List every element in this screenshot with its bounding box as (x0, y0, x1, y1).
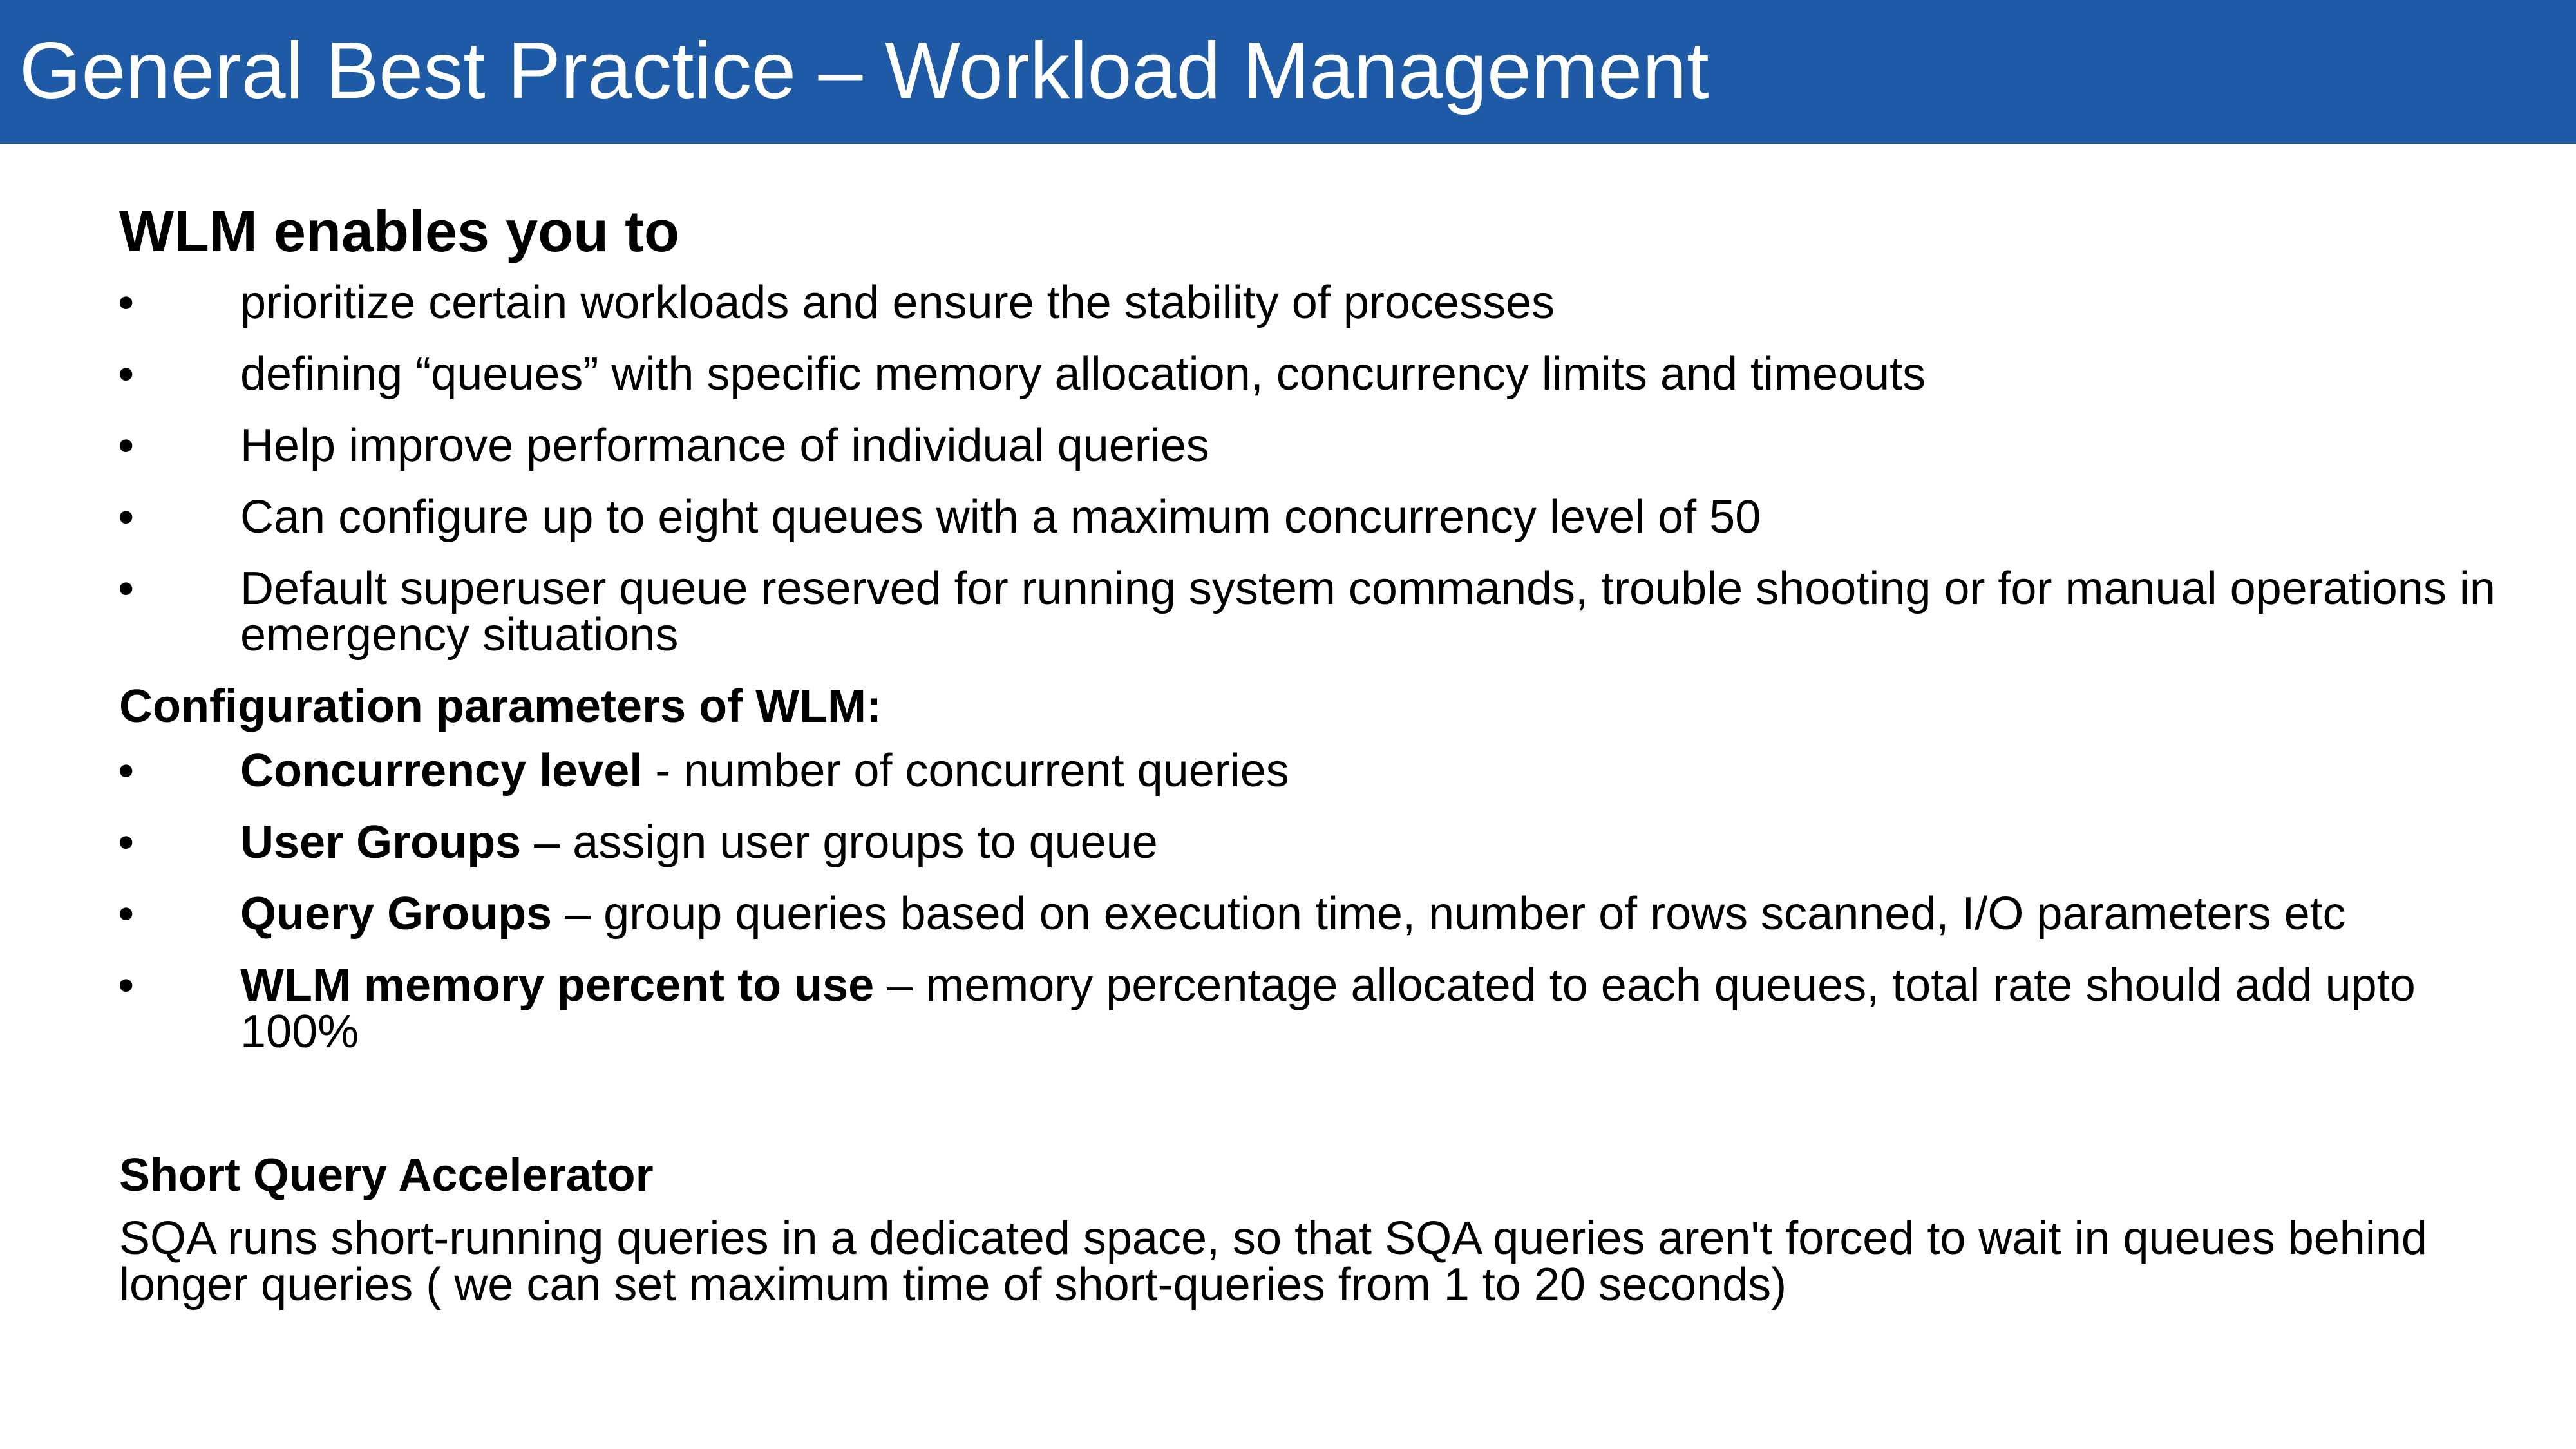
sqa-description: SQA runs short-running queries in a dedicated space, so that SQA queries aren't forced to wait in queues behind longer queries ( we can set maximum time of short-queries from 1 to 20 seconds) (119, 1213, 2427, 1311)
list-item (119, 739, 2502, 810)
list-item-text: Default superuser queue reserved for running system commands, trouble shooting or for manual operations in emergency situations (240, 563, 2496, 661)
bullet-icon: • (118, 420, 135, 471)
param-description: – assign user groups to queue (521, 817, 1158, 868)
slide-title: General Best Practice – Workload Management (19, 26, 1709, 115)
title-bar (0, 0, 2576, 144)
param-term: WLM memory percent to use (240, 960, 875, 1011)
list-item-text (240, 888, 2346, 940)
list-item-text: prioritize certain workloads and ensure the stability of processes (240, 277, 1555, 328)
list-item (119, 556, 2502, 674)
list-item-text (240, 817, 1158, 868)
list-item-text: defining “queues” with specific memory allocation, concurrency limits and timeouts (240, 348, 1926, 400)
wlm-enables-list (119, 270, 2502, 674)
slide-content (118, 193, 2502, 1311)
bullet-icon: • (118, 960, 135, 1011)
bullet-icon: • (118, 491, 135, 543)
list-item (119, 485, 2502, 556)
list-item (119, 810, 2502, 882)
bullet-icon: • (118, 277, 135, 328)
config-params-list (119, 739, 2502, 1071)
list-item-text (240, 745, 1289, 797)
list-item (119, 882, 2502, 953)
param-term: Query Groups (240, 888, 553, 940)
bullet-icon: • (118, 745, 135, 797)
list-item (119, 953, 2502, 1071)
bullet-icon: • (118, 563, 135, 614)
list-item (119, 270, 2502, 342)
list-item (119, 413, 2502, 485)
section-spacer (119, 1071, 2502, 1143)
config-params-heading: Configuration parameters of WLM: (119, 681, 882, 732)
bullet-icon: • (118, 888, 135, 940)
param-term: Concurrency level (240, 745, 643, 797)
param-term: User Groups (240, 817, 522, 868)
list-item (119, 342, 2502, 413)
wlm-enables-heading: WLM enables you to (119, 200, 680, 264)
list-item-text (240, 960, 2416, 1057)
bullet-icon: • (118, 817, 135, 868)
bullet-icon: • (118, 348, 135, 400)
list-item-text: Help improve performance of individual queries (240, 420, 1209, 471)
sqa-heading: Short Query Accelerator (119, 1150, 654, 1201)
list-item-text: Can configure up to eight queues with a maximum concurrency level of 50 (240, 491, 1761, 543)
param-description: - number of concurrent queries (642, 745, 1289, 797)
param-description: – memory percentage allocated to each queues, total rate should add upto 100% (240, 960, 2416, 1057)
param-description: – group queries based on execution time, number of rows scanned, I/O parameters etc (552, 888, 2346, 940)
